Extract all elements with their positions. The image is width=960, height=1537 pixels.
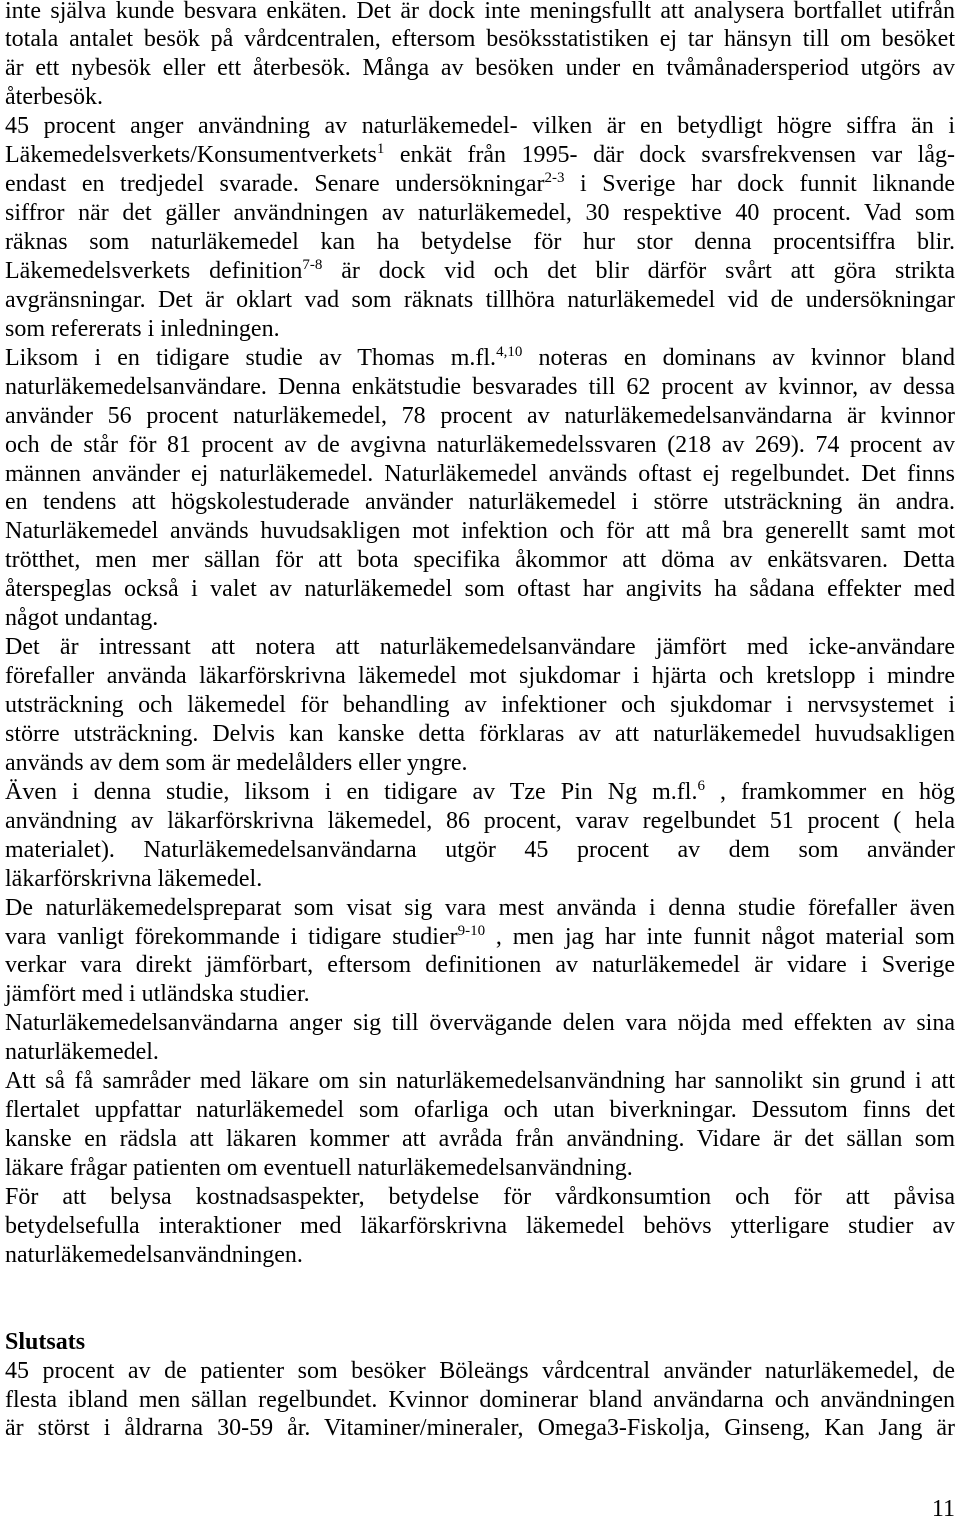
text-line: totala antalet besök på vårdcentralen, eftersom besöksstatistiken ej tar hänsyn till om besöket: [5, 26, 955, 53]
text-line: och de står för 81 procent av de avgivna naturläkemedelssvaren (218 av 269). 74 procent av: [5, 431, 955, 458]
text-segment: , framkommer en hög: [704, 778, 956, 805]
text-segment: Liksom i en tidigare studie av Thomas m.fl.: [5, 344, 497, 371]
paragraph: [5, 344, 955, 633]
reference-superscript: 7-8: [302, 256, 323, 273]
text-segment: Även i denna studie, liksom i en tidigare av Tze Pin Ng m.fl.: [5, 778, 698, 805]
page-number: 11: [931, 1496, 955, 1522]
text-line: Naturläkemedelsanvändarna anger sig till övervägande delen vara nöjda med effekten av sina: [5, 1010, 955, 1037]
text-segment: i Sverige har dock funnit liknande: [564, 171, 955, 198]
text-line: större utsträckning. Delvis kan kanske detta förklaras av att naturläkemedel huvudsakligen: [5, 720, 955, 747]
text-line: naturläkemedelsanvändningen.: [5, 1241, 303, 1268]
text-segment: vara vanligt förekommande i tidigare studier: [5, 923, 458, 950]
text-segment: endast en tredjedel svarade. Senare undersökningar: [5, 171, 545, 198]
text-segment: är dock vid och det blir därför svårt att göra strikta: [322, 257, 955, 284]
text-line: användning av läkarförskrivna läkemedel, 86 procent, varav regelbundet 51 procent ( hela: [5, 807, 955, 834]
text-line: läkare frågar patienten om eventuell naturläkemedelsanvändning.: [5, 1155, 633, 1181]
text-line: återbesök.: [5, 84, 103, 111]
text-line: männen använder ej naturläkemedel. Naturläkemedel används oftast ej regelbundet. Det finns: [5, 460, 955, 487]
text-line: naturläkemedelsanvändare. Denna enkätstudie besvarades till 62 procent av kvinnor, av dessa: [5, 373, 955, 400]
text-line: verkar vara direkt jämförbart, eftersom definitionen av naturläkemedel är vidare i Sverige: [5, 952, 955, 979]
text-segment: noteras en dominans av kvinnor bland: [522, 344, 956, 371]
text-line: För att belysa kostnadsaspekter, betydelse för vårdkonsumtion och för att påvisa: [5, 1183, 955, 1210]
text-line: materialet). Naturläkemedelsanvändarna utgör 45 procent av dem som använder: [5, 836, 955, 863]
reference-superscript: 4,10: [496, 343, 523, 360]
text-line: [5, 923, 955, 952]
text-line: kanske en rädsla att läkaren kommer att avråda från användning. Vidare är det sällan som: [5, 1126, 955, 1153]
text-line: [5, 778, 955, 807]
text-line: [5, 344, 955, 373]
text-line: flertalet uppfattar naturläkemedel som ofarliga och utan biverkningar. Dessutom finns det: [5, 1097, 955, 1124]
text-line: utsträckning och läkemedel för behandling av infektioner och sjukdomar i nervsystemet i: [5, 692, 955, 718]
text-line: en tendens att högskolestuderade använder naturläkemedel i större utsträckning än andra.: [5, 489, 955, 516]
text-segment: Läkemedelsverkets definition: [5, 257, 303, 284]
text-line: avgränsningar. Det är oklart vad som räknats tillhöra naturläkemedel vid de undersökningar: [5, 286, 955, 313]
text-line: 45 procent av de patienter som besöker Böleängs vårdcentral använder naturläkemedel, de: [5, 1357, 955, 1384]
text-segment: , men jag har inte funnit något material som: [485, 923, 955, 950]
text-line: är ett nybesök eller ett återbesök. Många av besöken under en tvåmånadersperiod utgörs av: [5, 55, 955, 82]
document-page: [5, 0, 955, 1443]
paragraph: [5, 1009, 955, 1067]
text-line: [5, 257, 955, 286]
reference-superscript: 1: [376, 141, 385, 158]
text-line: förefaller använda läkarförskrivna läkemedel mot sjukdomar i hjärta och kretslopp i mindre: [5, 663, 955, 690]
paragraph: [5, 778, 955, 894]
text-line: återspeglas också i valet av naturläkemedel som oftast har angivits ha sådana effekter med: [5, 576, 955, 603]
text-line: [5, 141, 955, 170]
reference-superscript: 6: [697, 777, 705, 794]
reference-superscript: 2-3: [544, 170, 565, 187]
reference-superscript: 9-10: [457, 922, 486, 939]
text-line: siffror när det gäller användningen av naturläkemedel, 30 respektive 40 procent. Vad som: [5, 200, 955, 227]
text-line: Naturläkemedel används huvudsakligen mot infektion och för att må bra generellt samt mot: [5, 518, 955, 545]
text-segment: enkät från 1995- där dock svarsfrekvensen var låg-: [384, 142, 955, 169]
text-line: något undantag.: [5, 605, 159, 632]
text-line: läkarförskrivna läkemedel.: [5, 865, 263, 892]
paragraph: [5, 112, 955, 344]
text-line: är störst i åldrarna 30-59 år. Vitaminer/mineraler, Omega3-Fiskolja, Ginseng, Kan Jang är: [5, 1415, 955, 1442]
text-line: räknas som naturläkemedel kan ha betydelse för hur stor denna procentsiffra blir.: [5, 229, 955, 255]
text-line: Att så få samråder med läkare om sin naturläkemedelsanvändning har sannolikt sin grund i att: [5, 1068, 955, 1095]
text-line: använder 56 procent naturläkemedel, 78 procent av naturläkemedelsanvändarna är kvinnor: [5, 402, 955, 429]
paragraph: [5, 633, 955, 778]
section-heading: Slutsats: [5, 1328, 86, 1355]
section-spacer: [5, 1270, 955, 1328]
text-line: flesta ibland men sällan regelbundet. Kvinnor dominerar bland användarna och användningen: [5, 1386, 955, 1413]
text-line: Det är intressant att notera att naturläkemedelsanvändare jämfört med icke-användare: [5, 634, 955, 661]
text-line: används av dem som är medelålders eller yngre.: [5, 749, 468, 776]
paragraph: [5, 0, 955, 112]
text-line: inte själva kunde besvara enkäten. Det är dock inte meningsfullt att analysera bortfallet utifrån: [5, 0, 955, 24]
conclusion-section: [5, 1328, 955, 1444]
text-line: 45 procent anger användning av naturläkemedel- vilken är en betydligt högre siffra än i: [5, 113, 955, 140]
text-line: De naturläkemedelspreparat som visat sig vara mest använda i denna studie förefaller även: [5, 894, 955, 921]
text-line: som refererats i inledningen.: [5, 315, 280, 342]
text-line: jämfört med i utländska studier.: [5, 981, 310, 1008]
text-line: naturläkemedel.: [5, 1039, 159, 1066]
text-segment: Läkemedelsverkets/Konsumentverkets: [5, 142, 377, 169]
text-line: [5, 170, 955, 199]
text-line: betydelsefulla interaktioner med läkarförskrivna läkemedel behövs ytterligare studier av: [5, 1212, 955, 1239]
paragraph: [5, 1067, 955, 1183]
paragraph: [5, 1183, 955, 1270]
text-line: trötthet, men mer sällan för att bota specifika åkommor att döma av enkätsvaren. Detta: [5, 547, 955, 574]
paragraph: [5, 894, 955, 1010]
